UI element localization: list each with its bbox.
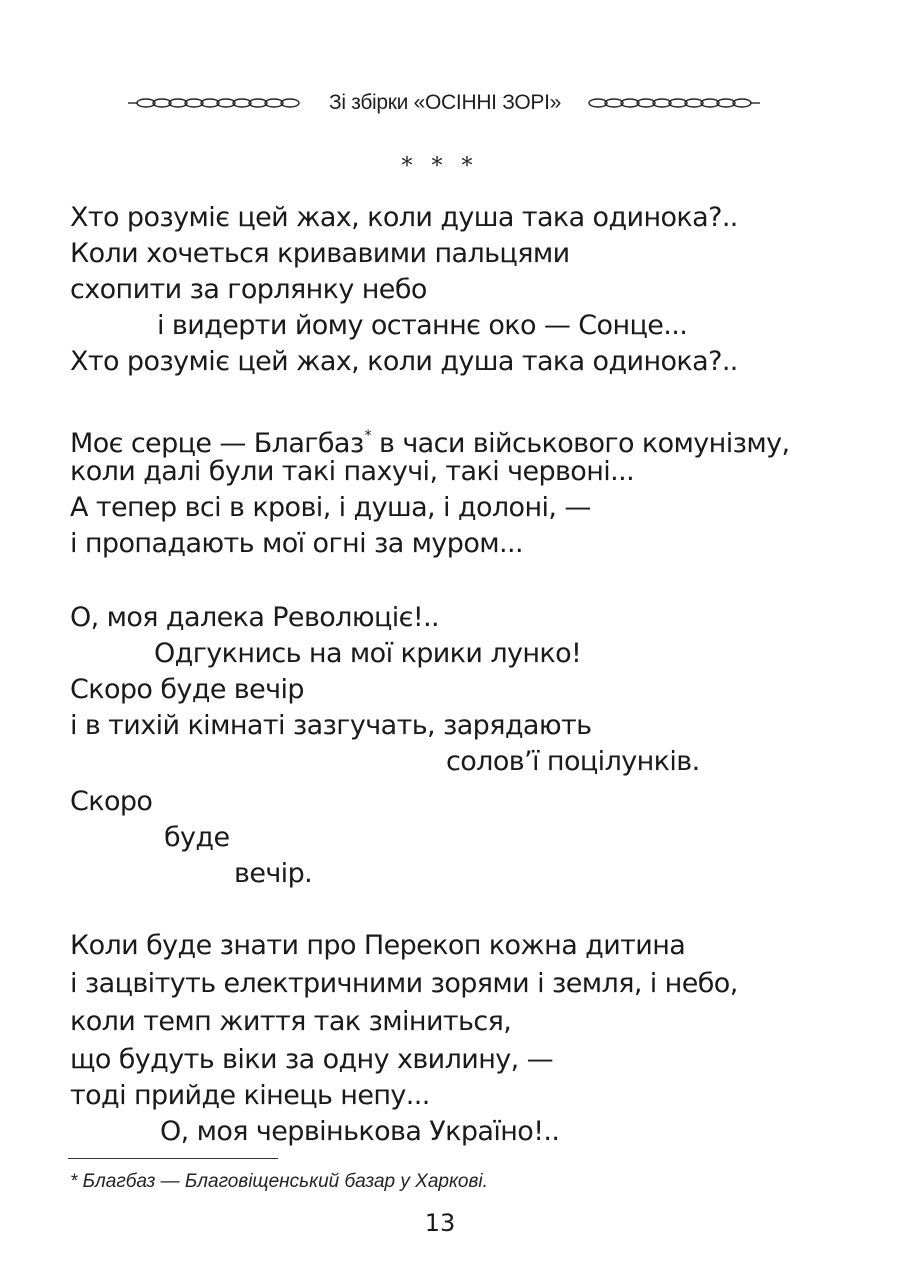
poem-line: коли далі були такі пахучі, такі червоні... bbox=[70, 456, 635, 487]
poem-line: Коли хочеться кривавими пальцями bbox=[70, 238, 570, 269]
poem-line: буде bbox=[164, 822, 230, 853]
chain-ornament-right-icon bbox=[582, 92, 762, 114]
poem-line: Хто розуміє цей жах, коли душа така одинока?.. bbox=[70, 202, 738, 233]
poem-line: Скоро буде вечір bbox=[70, 674, 304, 705]
running-header bbox=[0, 86, 905, 122]
poem-line: коли темп життя так зміниться, bbox=[70, 1006, 512, 1037]
footnote: * Благбаз — Благовіщенський базар у Харкові. bbox=[70, 1171, 488, 1192]
poem-line: О, моя червінькова Україно!.. bbox=[160, 1116, 560, 1147]
poem-line: і пропадають мої огні за муром... bbox=[70, 528, 523, 559]
footnote-marker: * bbox=[364, 428, 372, 444]
poem-line: О, моя далека Революціє!.. bbox=[70, 602, 440, 633]
poem-line: і видерти йому останнє око — Сонце... bbox=[157, 310, 688, 341]
poem-line: А тепер всі в крові, і душа, і долоні, — bbox=[70, 492, 591, 523]
poem-line: Коли буде знати про Перекоп кожна дитина bbox=[70, 930, 686, 961]
section-divider-asterisks: * * * bbox=[401, 154, 479, 179]
poem-line: солов’ї поцілунків. bbox=[446, 746, 700, 777]
poem-line: тоді прийде кінець непу... bbox=[70, 1080, 430, 1111]
poem-line-text: Моє серце — Благбаз bbox=[70, 428, 364, 459]
running-header-title: Зі збірки «ОСІННІ ЗОРІ» bbox=[328, 91, 562, 114]
poem-line: і зацвітуть електричними зорями і земля, і небо, bbox=[70, 968, 738, 999]
footnote-rule bbox=[68, 1158, 278, 1159]
poem-line-text: в часи військового комунізму, bbox=[371, 428, 790, 459]
poem-line: Скоро bbox=[70, 786, 153, 817]
poem-line: вечір. bbox=[234, 858, 313, 889]
poem-line: схопити за горлянку небо bbox=[70, 274, 427, 305]
poem-line: Одгукнись на мої крики лунко! bbox=[154, 638, 582, 669]
chain-ornament-left-icon bbox=[126, 92, 306, 114]
poem-line: що будуть віки за одну хвилину, — bbox=[70, 1044, 554, 1075]
poem-line: і в тихій кімнаті зазгучать, зарядають bbox=[70, 710, 592, 741]
page-number: 13 bbox=[424, 1209, 456, 1237]
poem-line: Хто розуміє цей жах, коли душа така одинока?.. bbox=[70, 346, 738, 377]
